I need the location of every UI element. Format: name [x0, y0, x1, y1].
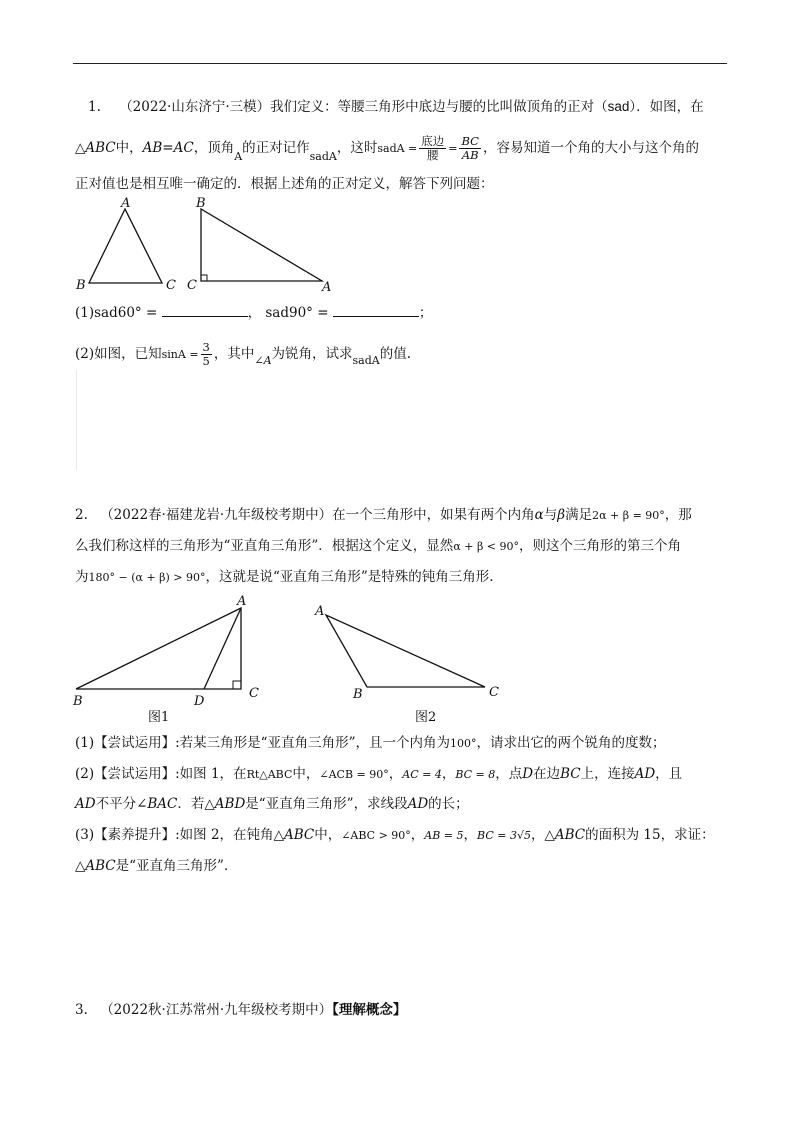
q1-right-triangle — [201, 209, 322, 281]
q1-figure — [70, 195, 360, 295]
q2-number: 2. — [75, 507, 88, 523]
q2-part2-line-2: AD不平分∠BAC．若△ABD是“亚直角三角形”，求线段AD的长； — [75, 796, 469, 812]
q2-fig1-triangle — [76, 608, 241, 689]
header-rule — [73, 63, 727, 64]
q2-fig2-label-C: C — [489, 685, 499, 700]
q1-label-A2: A — [322, 280, 332, 295]
q1-fraction-sides: $\frac{BC}{AB}$ — [461, 134, 479, 162]
margin-mark — [76, 370, 77, 470]
q2-figures — [65, 590, 515, 725]
q1-label-B2: B — [196, 196, 206, 211]
q2-fig1-label-D: D — [194, 694, 205, 709]
q3-tag: 【理解概念】 — [332, 1002, 407, 1018]
q1-label-C: C — [166, 278, 176, 293]
q2-fig2-caption: 图2 — [415, 710, 437, 725]
q2-fig2-triangle — [326, 615, 485, 687]
q3-source: （2022秋·江苏常州·九年级校考期中） — [100, 1002, 333, 1018]
q3-line-1 — [75, 1001, 406, 1019]
q1-line-1: 1. （2022·山东济宁·三模）我们定义：等腰三角形中底边与腰的比叫做顶角的正对（sad）．如图，在 — [88, 99, 704, 115]
q2-part1: (1)【尝试运用】:若某三角形是“亚直角三角形”，且一个内角为100°，请求出它的两个锐角的度数； — [75, 735, 666, 751]
q1-number: 1. — [88, 99, 101, 115]
q2-fig1-label-A: A — [237, 594, 247, 609]
q2-fig1-label-C: C — [249, 686, 259, 701]
q1-line-3: 正对值也是相互唯一确定的．根据上述角的正对定义，解答下列问题： — [75, 176, 494, 192]
q2-fig1-segment-AD — [204, 608, 241, 689]
q1-label-C2: C — [187, 278, 197, 293]
q2-part3-line-1: (3)【素养提升】:如图 2，在钝角△ABC中，∠ABC > 90°，AB = 5，BC = 3√5，△ABC的面积为 15，求证： — [75, 827, 715, 843]
q2-part2-line-1: (2)【尝试运用】:如图 1，在Rt△ABC中，∠ACB = 90°，AC = 4，BC = 8，点D在边BC上，连接AD，且 — [75, 766, 683, 782]
q2-source: （2022春·福建龙岩·九年级校考期中） — [100, 507, 333, 523]
q2-line-3: 为180° − (α + β) > 90°，这就是说“亚直角三角形”是特殊的钝角三角形. — [75, 569, 494, 585]
q2-fig2-label-B: B — [353, 687, 363, 702]
q2-fig2-label-A: A — [315, 604, 325, 619]
q1-fraction-3-5: $\frac{3}{5}$ — [202, 340, 210, 368]
q2-fig1-right-angle-mark — [233, 681, 241, 689]
q2-line-1: 2. （2022春·福建龙岩·九年级校考期中）在一个三角形中，如果有两个内角α与β满足2α + β = 90°，那 — [75, 507, 692, 523]
q3-number: 3. — [75, 1002, 88, 1018]
q1-answer-blank-1[interactable] — [162, 304, 248, 317]
q1-label-A: A — [121, 196, 131, 211]
q2-fig1-caption: 图1 — [148, 710, 170, 725]
q1-part2: (2)如图，已知sinA = $\frac{3}{5}$ ，其中$_{\angle A}$为锐角，试求$_{sadA}$的值. — [75, 340, 412, 368]
q1-answer-blank-2[interactable] — [333, 304, 419, 317]
q1-right-angle-mark — [201, 275, 207, 281]
q1-source: （2022·山东济宁·三模） — [119, 99, 271, 115]
q2-fig1-label-B: B — [73, 694, 83, 709]
q1-part1: (1)sad60° = ， sad90° = ； — [75, 305, 433, 321]
q1-label-B: B — [76, 278, 86, 293]
q1-line-2: △ABC中，AB=AC，顶角$_A$的正对记作$_{sadA}$，这时sadA = $\frac{\text{底边}}{\text{腰}}$ = $\frac{BC}{AB}$ ，容易知道一个角的大小与这个角的 — [75, 134, 699, 163]
q2-part3-line-2: △ABC是“亚直角三角形”． — [75, 858, 238, 874]
q2-line-2: 么我们称这样的三角形为“亚直角三角形”．根据这个定义，显然α + β < 90°，则这个三角形的第三个角 — [75, 538, 682, 554]
q1-isosceles-triangle — [89, 209, 162, 283]
q1-fraction-words: $\frac{\text{底边}}{\text{腰}}$ — [421, 134, 445, 162]
